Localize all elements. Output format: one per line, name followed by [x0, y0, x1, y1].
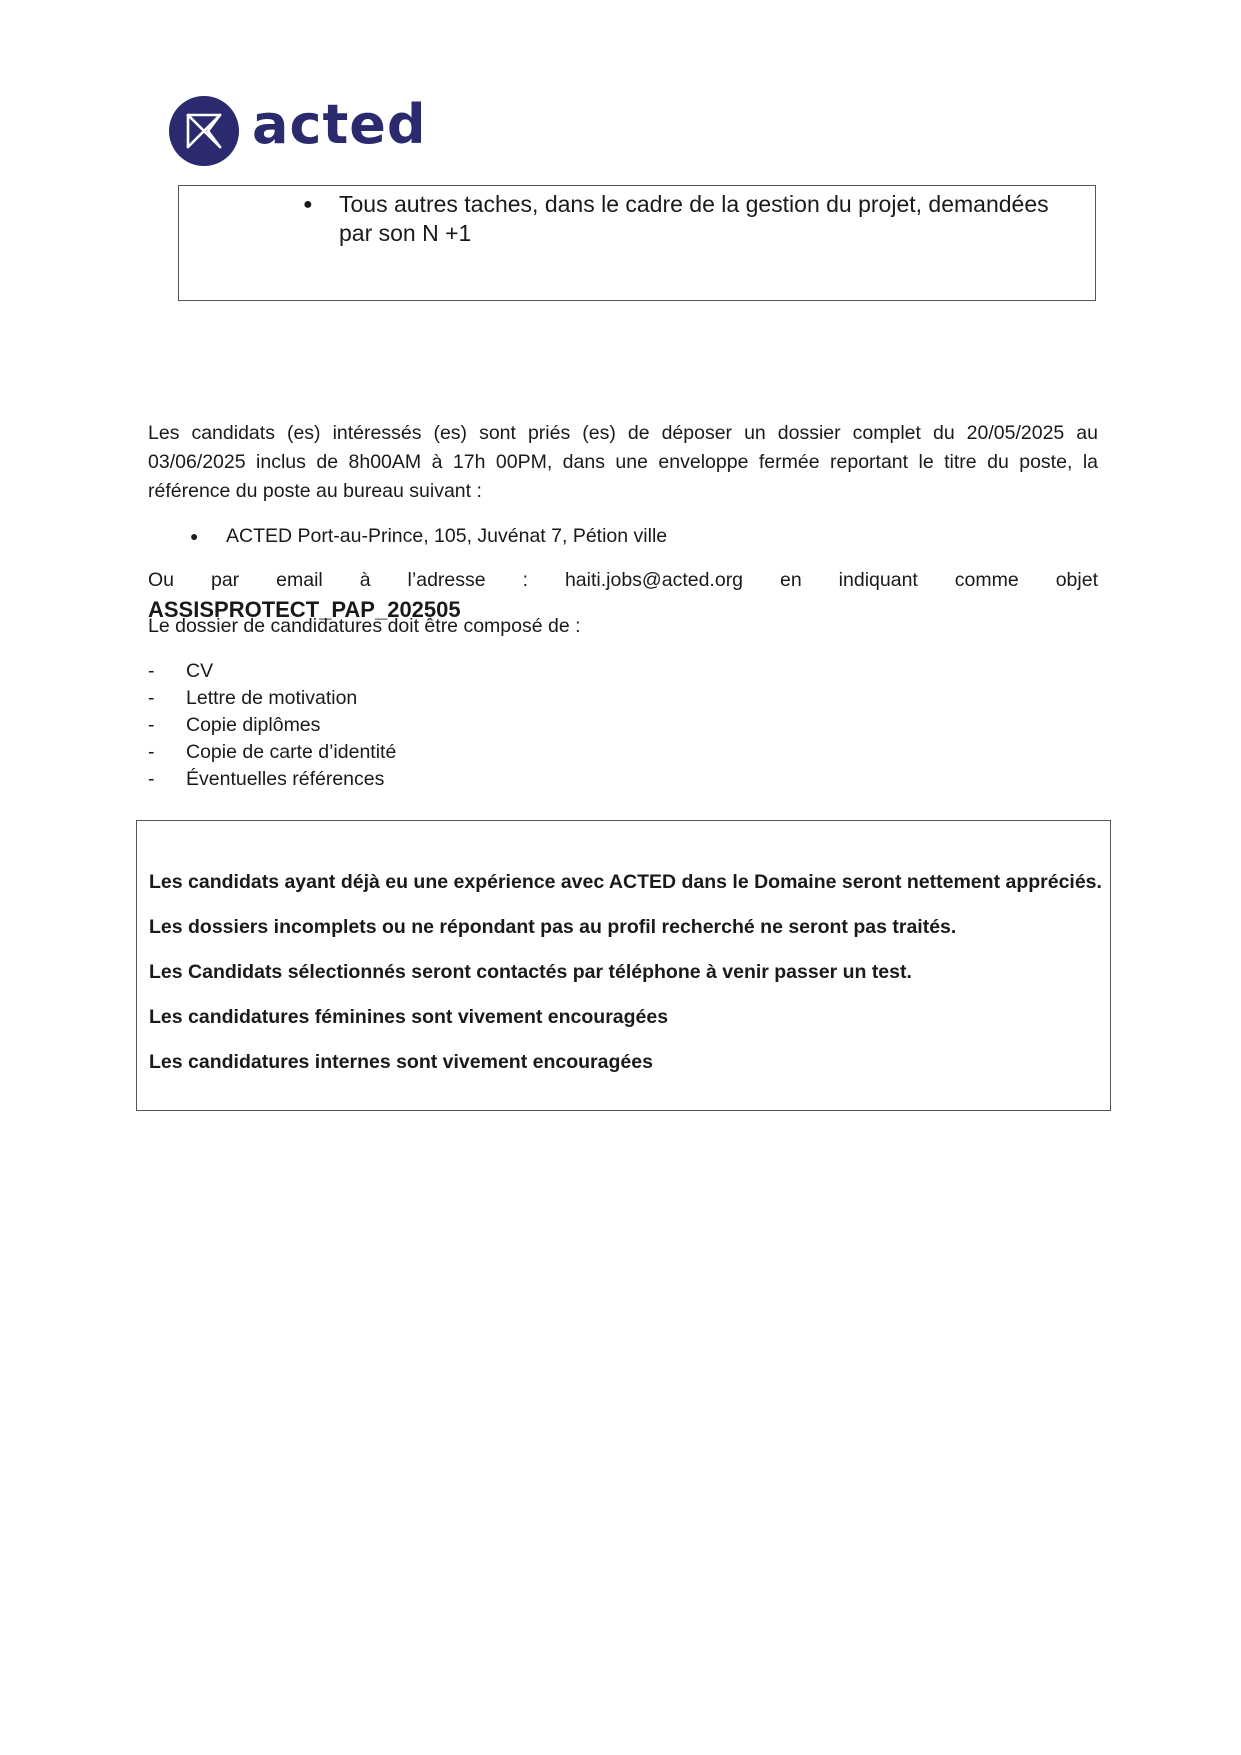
task-bullet-item: [303, 190, 1085, 248]
email-instruction-text: Ou par email à l’adresse : haiti.jobs@acted.org en indiquant comme objet: [148, 569, 1098, 591]
document-item: - Copie diplômes: [148, 714, 321, 736]
note-line: Les candidats ayant déjà eu une expérience avec ACTED dans le Domaine seront nettement appréciés.: [149, 871, 1102, 893]
email-subject-reference: ASSISPROTECT_PAP_202505: [148, 597, 461, 622]
note-line: Les candidatures internes sont vivement encouragées: [149, 1051, 653, 1073]
bullet-icon: ●: [303, 196, 313, 213]
task-box: [178, 185, 1096, 301]
document-item: - Lettre de motivation: [148, 687, 358, 709]
document-item: - Copie de carte d’identité: [148, 741, 397, 763]
application-intro: Les candidats (es) intéressés (es) sont priés (es) de déposer un dossier complet du 20/05/2025 au 03/06/2025 inclus de 8h00AM à 17h 00PM, dans une enveloppe fermée reportant le titre du poste, la référence du poste au bureau suivant :: [148, 422, 1098, 502]
note-line: Les dossiers incomplets ou ne répondant pas au profil recherché ne seront pas traités.: [149, 916, 957, 938]
office-address-item: [190, 522, 667, 551]
note-line: Les candidatures féminines sont vivement encouragées: [149, 1006, 669, 1028]
bullet-icon: ●: [190, 528, 199, 544]
acted-emblem-icon: [168, 95, 240, 167]
office-address: ACTED Port-au-Prince, 105, Juvénat 7, Pétion ville: [226, 525, 668, 547]
logo-wordmark: acted: [252, 93, 427, 156]
note-line: Les Candidats sélectionnés seront contactés par téléphone à venir passer un test.: [149, 961, 912, 983]
document-list: [148, 658, 396, 793]
dossier-intro: Le dossier de candidatures doit être composé de :: [148, 615, 581, 637]
document-item: - Éventuelles références: [148, 768, 385, 790]
notes-box: [136, 820, 1111, 1111]
document-item: - CV: [148, 660, 214, 682]
task-bullet-text: Tous autres taches, dans le cadre de la gestion du projet, demandées par son N +1: [339, 191, 1049, 246]
acted-logo: [168, 95, 427, 167]
